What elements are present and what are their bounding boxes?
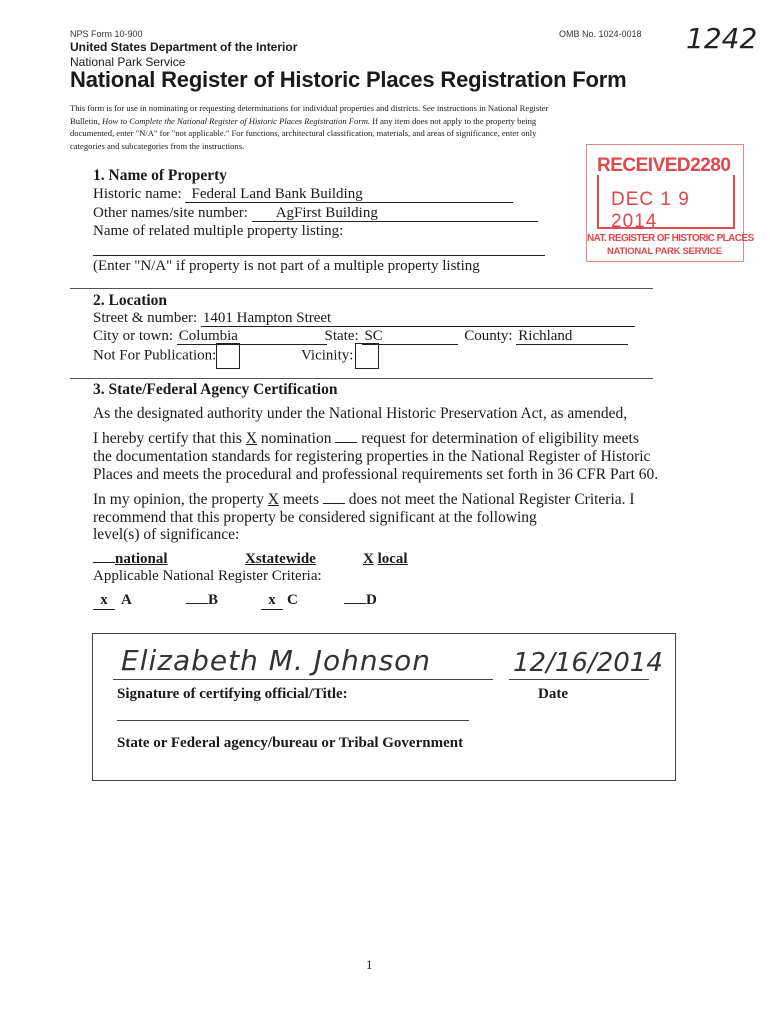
criterion-d-check	[344, 603, 366, 604]
criterion-a	[93, 592, 132, 610]
page-title: National Register of Historic Places Registration Form	[70, 67, 627, 92]
other-names-label: Other names/site number:	[93, 205, 248, 221]
street-text: 1401 Hampton Street	[202, 310, 332, 326]
criterion-a-check	[93, 592, 115, 610]
related-listing-field	[93, 255, 545, 256]
agency-label: State or Federal agency/bureau or Tribal Government	[117, 735, 464, 751]
criterion-d-text: D	[366, 592, 377, 608]
not-for-publication-checkbox[interactable]	[216, 343, 240, 369]
vicinity-checkbox[interactable]	[355, 343, 379, 369]
criterion-b	[186, 592, 218, 609]
not-for-publication-row	[93, 343, 240, 369]
certification-text: I hereby certify that this	[93, 430, 246, 447]
historic-name-row	[93, 186, 513, 203]
instructions-line: documented, enter "N/A" for "not applicable." For functions, architectural classification, materials, and areas of significance, enter only	[70, 128, 537, 138]
criterion-b-text: B	[208, 592, 219, 608]
criterion-c-check	[261, 592, 283, 610]
level-local-text: local	[377, 551, 408, 567]
certification-text: nomination	[257, 430, 336, 447]
section1-heading: 1. Name of Property	[93, 167, 228, 184]
national-blank	[93, 562, 115, 563]
section-divider	[70, 288, 653, 289]
service-name: National Park Service	[70, 55, 186, 69]
opinion-text: does not meet the National Register Criteria. I	[344, 491, 635, 508]
criterion-c-mark: x	[268, 592, 276, 608]
statewide-check: X	[245, 551, 256, 567]
section2-heading: 2. Location	[93, 292, 168, 309]
certification-line: Places and meets the procedural and professional requirements set forth in 36 CFR Part 60.	[93, 466, 659, 483]
page-number: 1	[366, 957, 373, 972]
does-not-meet-blank	[323, 503, 345, 504]
bulletin-title: How to Complete the National Register of Historic Places Registration Form.	[102, 115, 371, 126]
meets-check: X	[267, 491, 279, 508]
opinion-text: In my opinion, the property	[93, 491, 268, 508]
state-text: SC	[364, 328, 383, 344]
request-blank	[335, 442, 357, 443]
street-value	[201, 310, 635, 327]
city-text: Columbia	[178, 328, 238, 344]
level-statewide	[245, 551, 316, 568]
other-names-row	[93, 205, 538, 222]
handwritten-signature: Elizabeth M. Johnson	[121, 644, 432, 677]
opinion-text: meets	[278, 491, 323, 508]
other-names-text: AgFirst Building	[275, 205, 378, 221]
department-name: United States Department of the Interior	[70, 40, 298, 54]
received-stamp-title: RECEIVED2280	[597, 155, 731, 176]
section-divider	[70, 378, 653, 379]
instructions-line	[70, 115, 670, 128]
signature-box	[92, 633, 676, 781]
level-local	[363, 551, 408, 568]
state-label: State:	[324, 328, 359, 344]
other-names-value	[252, 205, 538, 222]
level-statewide-text: statewide	[255, 551, 316, 567]
city-label: City or town:	[93, 328, 174, 344]
section3-heading: 3. State/Federal Agency Certification	[93, 381, 338, 398]
stamp-date-frame	[597, 175, 735, 232]
date-label: Date	[538, 686, 568, 702]
level-national-text: national	[115, 551, 168, 567]
date-line	[509, 679, 649, 680]
opinion-line: recommend that this property be considered significant at the following	[93, 509, 537, 526]
related-listing-label: Name of related multiple property listing:	[93, 223, 344, 239]
vicinity-row	[301, 343, 379, 369]
certification-line	[93, 430, 639, 448]
level-national	[93, 551, 168, 568]
instructions	[70, 102, 670, 152]
county-text: Richland	[518, 328, 573, 344]
section1-note: (Enter "N/A" if property is not part of a multiple property listing	[93, 258, 480, 274]
instructions-line: categories and subcategories from the instructions.	[70, 140, 245, 151]
criteria-label: Applicable National Register Criteria:	[93, 568, 322, 584]
county-value	[516, 328, 628, 345]
criterion-b-check	[186, 603, 208, 604]
handwritten-reference: 1242	[686, 22, 758, 55]
stamp-register-line: NAT. REGISTER OF HISTORIC PLACES	[587, 233, 754, 244]
received-date: DEC 1 9 2014	[611, 189, 690, 232]
instructions-text: Bulletin,	[70, 115, 102, 126]
criterion-c	[261, 592, 298, 610]
opinion-line	[93, 491, 635, 509]
omb-number: OMB No. 1024-0018	[559, 29, 642, 39]
criterion-c-text: C	[287, 592, 298, 608]
signature-label: Signature of certifying official/Title:	[117, 686, 348, 702]
instructions-line: This form is for use in nominating or requesting determinations for individual properties and districts. See instructions in National Register	[70, 103, 549, 113]
handwritten-date: 12/16/2014	[513, 648, 663, 678]
certification-authority: As the designated authority under the National Historic Preservation Act, as amended,	[93, 405, 628, 422]
historic-name-value	[185, 186, 513, 203]
county-label: County:	[464, 328, 513, 344]
criterion-a-text: A	[121, 592, 132, 608]
historic-name-text: Federal Land Bank Building	[191, 186, 363, 202]
vicinity-label: Vicinity:	[301, 347, 354, 364]
local-check: X	[363, 551, 374, 567]
criterion-a-mark: x	[100, 592, 108, 608]
historic-name-label: Historic name:	[93, 186, 182, 202]
opinion-line: level(s) of significance:	[93, 526, 240, 543]
street-row	[93, 310, 635, 327]
not-for-publication-label: Not For Publication:	[93, 347, 217, 364]
criterion-d	[344, 592, 377, 609]
form-number: NPS Form 10-900	[70, 29, 143, 39]
received-stamp	[586, 144, 754, 262]
instructions-text: If any item does not apply to the property being	[370, 115, 537, 126]
street-label: Street & number:	[93, 310, 198, 326]
certification-line: the documentation standards for registering properties in the National Register of Historic	[93, 448, 651, 465]
signature-line	[113, 679, 493, 680]
nomination-check: X	[245, 430, 257, 447]
agency-line	[117, 720, 469, 721]
certification-text: request for determination of eligibility meets	[357, 430, 639, 447]
stamp-service-line: NATIONAL PARK SERVICE	[607, 246, 722, 257]
